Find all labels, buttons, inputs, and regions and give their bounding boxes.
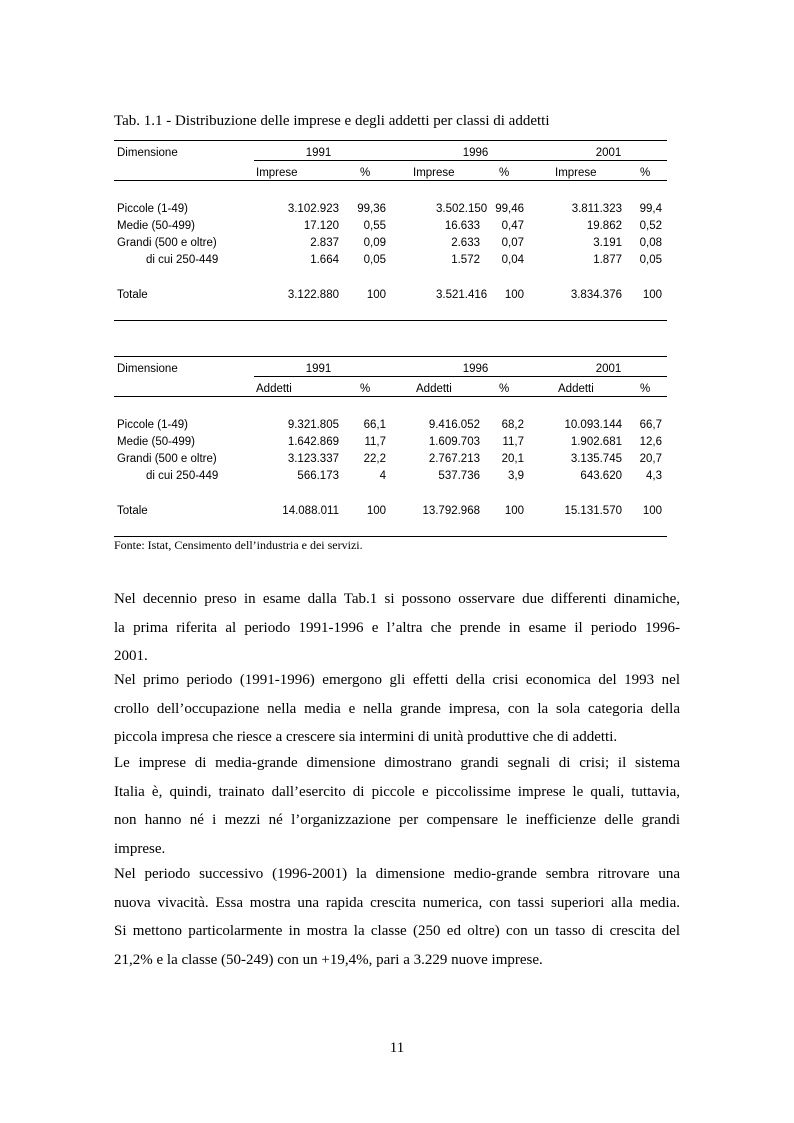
text-line: Italia è, quindi, trainato dall’esercito di piccole e piccolissime imprese le quali, tuttavia,	[114, 783, 680, 800]
table-cell: 99,46	[495, 203, 524, 215]
column-header: %	[499, 167, 510, 179]
text-line: nuova vivacità. Essa mostra una rapida crescita numerica, con tassi superiori alla media.	[114, 894, 680, 911]
table-cell: 22,2	[363, 453, 386, 465]
table-cell: 3.122.880	[287, 289, 339, 301]
table-cell: 3.191	[593, 237, 622, 249]
year-rule	[254, 376, 667, 377]
column-header: %	[640, 167, 651, 179]
table-cell: 100	[504, 505, 524, 517]
table-cell: 3,9	[508, 470, 524, 482]
header-rule	[114, 180, 667, 181]
column-header: %	[360, 167, 371, 179]
dimension-header: Dimensione	[117, 147, 178, 159]
table-cell: 3.811.323	[571, 203, 622, 215]
table-cell: 643.620	[580, 470, 622, 482]
table-cell: 3.502.150	[436, 203, 488, 215]
table-cell: 9.321.805	[287, 419, 339, 431]
paragraph	[114, 860, 680, 975]
total-label: Totale	[117, 505, 148, 517]
table-caption: Tab. 1.1 - Distribuzione delle imprese e degli addetti per classi di addetti	[114, 113, 550, 129]
row-label: Grandi (500 e oltre)	[117, 453, 217, 465]
year-header-1991: 1991	[305, 147, 332, 159]
table-cell: 537.736	[438, 470, 480, 482]
table-cell: 1.609.703	[428, 436, 480, 448]
year-header-1991: 1991	[305, 363, 332, 375]
total-label: Totale	[117, 289, 148, 301]
imprese-table	[114, 140, 667, 360]
column-header: %	[360, 383, 371, 395]
table-cell: 17.120	[303, 220, 339, 232]
text-line: crollo dell’occupazione nella media e nella grande impresa, con la sola categoria della	[114, 700, 680, 717]
table-cell: 13.792.968	[422, 505, 480, 517]
table-cell: 2.767.213	[428, 453, 480, 465]
table-cell: 19.862	[586, 220, 622, 232]
table-cell: 100	[366, 289, 386, 301]
table-cell: 3.135.745	[570, 453, 622, 465]
text-line: 21,2% e la classe (50-249) con un +19,4%, pari a 3.229 nuove imprese.	[114, 952, 543, 969]
year-header-2001: 2001	[595, 363, 622, 375]
text-line: la prima riferita al periodo 1991-1996 e l’altra che prende in esame il periodo 1996-	[114, 619, 680, 636]
table-cell: 3.834.376	[570, 289, 622, 301]
text-line: piccola impresa che riesce a crescere sia intermini di unità produttive che di addetti.	[114, 729, 618, 746]
table-cell: 2.837	[310, 237, 339, 249]
column-header: %	[499, 383, 510, 395]
table-cell: 3.123.337	[287, 453, 339, 465]
table-cell: 566.173	[297, 470, 339, 482]
row-label: Grandi (500 e oltre)	[117, 237, 217, 249]
table-cell: 4	[379, 470, 386, 482]
table-cell: 9.416.052	[428, 419, 480, 431]
table-cell: 0,47	[501, 220, 524, 232]
table-cell: 0,05	[639, 254, 662, 266]
column-header: Imprese	[555, 167, 597, 179]
table-cell: 0,09	[363, 237, 386, 249]
source-note: Fonte: Istat, Censimento dell’industria e dei servizi.	[114, 538, 363, 552]
table-cell: 99,4	[639, 203, 662, 215]
table-cell: 3.102.923	[287, 203, 339, 215]
text-line: Le imprese di media-grande dimensione dimostrano grandi segnali di crisi; il sistema	[114, 755, 680, 771]
table-cell: 12,6	[639, 436, 662, 448]
column-header: Addetti	[256, 383, 292, 395]
table-cell: 14.088.011	[282, 505, 339, 517]
table-cell: 1.877	[593, 254, 622, 266]
table-cell: 66,1	[363, 419, 386, 431]
text-line: imprese.	[114, 841, 166, 858]
text-line: Nel periodo successivo (1996-2001) la dimensione medio-grande sembra ritrovare una	[114, 866, 680, 882]
table-cell: 100	[366, 505, 386, 517]
table-top-rule	[114, 140, 667, 141]
table-cell: 0,55	[363, 220, 386, 232]
row-label: di cui 250-449	[146, 254, 219, 266]
table-cell: 0,04	[501, 254, 524, 266]
column-header: Imprese	[256, 167, 298, 179]
year-header-1996: 1996	[462, 147, 489, 159]
page-number: 11	[389, 1040, 405, 1056]
table-cell: 0,05	[363, 254, 386, 266]
table-cell: 15.131.570	[564, 505, 622, 517]
table-bottom-rule	[114, 320, 667, 321]
paragraph	[114, 749, 680, 864]
table-cell: 0,07	[501, 237, 524, 249]
table-cell: 66,7	[639, 419, 662, 431]
column-header: Imprese	[413, 167, 455, 179]
table-cell: 1.664	[310, 254, 339, 266]
table-cell: 2.633	[451, 237, 480, 249]
row-label: di cui 250-449	[146, 470, 219, 482]
table-cell: 1.572	[451, 254, 480, 266]
table-cell: 100	[642, 289, 662, 301]
text-line: Nel primo periodo (1991-1996) emergono gli effetti della crisi economica del 1993 nel	[114, 672, 680, 688]
column-header: Addetti	[558, 383, 594, 395]
table-cell: 1.902.681	[570, 436, 622, 448]
table-cell: 11,7	[502, 436, 524, 448]
dimension-header: Dimensione	[117, 363, 178, 375]
column-header: %	[640, 383, 651, 395]
table-cell: 99,36	[357, 203, 386, 215]
row-label: Medie (50-499)	[117, 220, 195, 232]
table-cell: 1.642.869	[287, 436, 339, 448]
row-label: Piccole (1-49)	[117, 419, 188, 431]
table-cell: 20,1	[501, 453, 524, 465]
table-cell: 100	[504, 289, 524, 301]
paragraph	[114, 666, 680, 752]
table-cell: 4,3	[646, 470, 662, 482]
table-top-rule	[114, 356, 667, 357]
table-bottom-rule	[114, 536, 667, 537]
table-cell: 100	[642, 505, 662, 517]
year-header-1996: 1996	[462, 363, 489, 375]
table-cell: 10.093.144	[564, 419, 622, 431]
text-line: Si mettono particolarmente in mostra la classe (250 ed oltre) con un tasso di crescita del	[114, 923, 680, 940]
table-cell: 16.633	[444, 220, 480, 232]
table-cell: 0,52	[639, 220, 662, 232]
table-cell: 68,2	[501, 419, 524, 431]
year-header-2001: 2001	[595, 147, 622, 159]
row-label: Medie (50-499)	[117, 436, 195, 448]
row-label: Piccole (1-49)	[117, 203, 188, 215]
year-rule	[254, 160, 667, 161]
table-cell: 20,7	[639, 453, 662, 465]
paragraph	[114, 585, 680, 671]
table-cell: 11,7	[364, 436, 386, 448]
header-rule	[114, 396, 667, 397]
text-line: Nel decennio preso in esame dalla Tab.1 si possono osservare due differenti dinamiche,	[114, 591, 680, 607]
table-cell: 3.521.416	[436, 289, 488, 301]
table-cell: 0,08	[639, 237, 662, 249]
text-line: non hanno né i mezzi né l’organizzazione per compensare le inefficienze delle grandi	[114, 812, 680, 829]
column-header: Addetti	[416, 383, 452, 395]
text-line: 2001.	[114, 648, 148, 665]
